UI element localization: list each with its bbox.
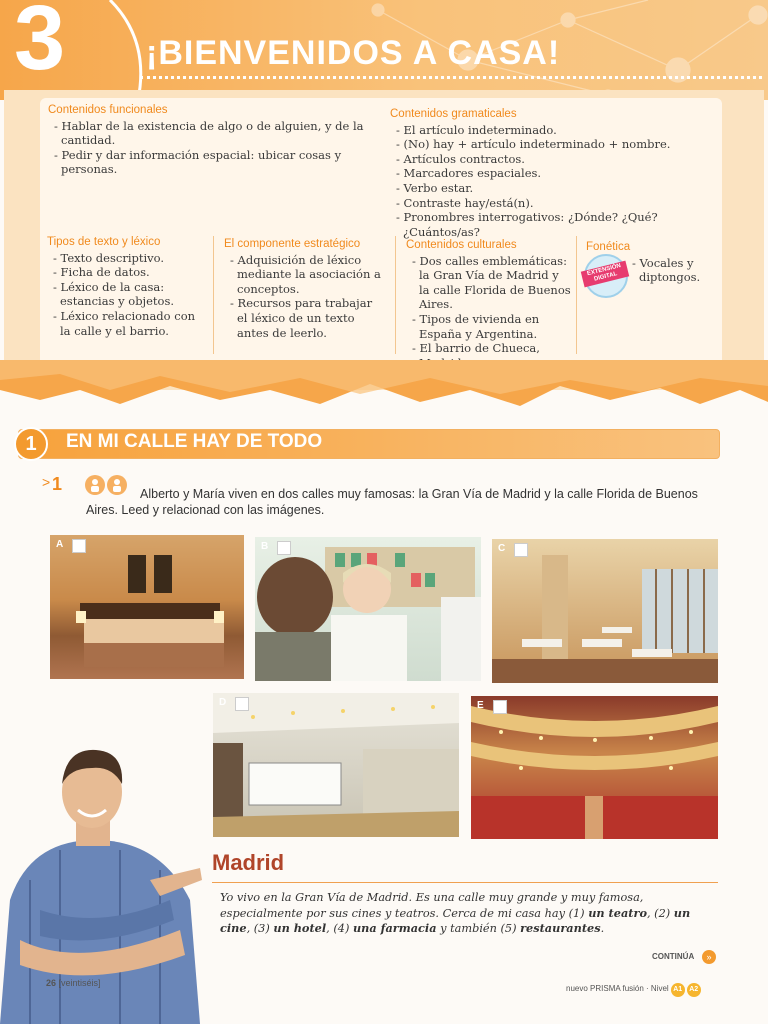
list-item: - Dos calles emblemáticas: la Gran Vía de Madrid y la calle Florida de Buenos Aires. <box>412 253 571 312</box>
photo-label: E <box>477 700 484 711</box>
list-item: - Hablar de la existencia de algo o de alguien, y de la cantidad. <box>54 118 364 148</box>
continue-arrow-icon[interactable]: » <box>702 950 716 964</box>
audio-arrow-icon: > <box>42 474 51 490</box>
list-item: - (No) hay + artículo indeterminado + nombre. <box>396 137 671 152</box>
contents-tipos <box>47 235 207 338</box>
contents-gramaticales <box>390 107 720 239</box>
heading: Fonética <box>586 241 631 253</box>
footer-brand: nuevo PRISMA fusión · Nivel A1 A2 <box>566 983 701 997</box>
divider <box>213 236 214 354</box>
contents-estrategico <box>224 237 384 340</box>
list-item: - Léxico de la casa: estancias y objetos. <box>53 279 175 309</box>
photo-e-theatre <box>471 696 718 839</box>
photo-a-bedroom <box>50 535 244 679</box>
list-item: - Adquisición de léxico mediante la asociación a conceptos. <box>230 252 381 296</box>
list-item: - El barrio de Chueca, <box>412 341 540 356</box>
exercise-number: 1 <box>52 474 63 494</box>
heading: Tipos de texto y léxico <box>47 236 161 248</box>
list-item: - Artículos contractos. <box>396 151 525 166</box>
torn-edge-decoration <box>0 360 768 410</box>
reading-rule <box>212 882 718 883</box>
contents-culturales <box>406 238 572 370</box>
list-item: - Marcadores espaciales. <box>396 166 542 181</box>
exercise-instruction: Alberto y María viven en dos calles muy famosas: la Gran Vía de Madrid y la calle Florida de Buenos Aires. Leed y relacionad con las imágenes. <box>86 487 698 517</box>
photo-c-restaurant <box>492 539 718 683</box>
divider <box>395 236 396 354</box>
list-item: - Pronombres interrogativos: ¿Dónde? ¿Qué? ¿Cuántos/as? <box>396 210 658 239</box>
list-item: - Contraste hay/está(n). <box>396 195 534 210</box>
level-a2-badge: A2 <box>687 983 701 997</box>
answer-box[interactable] <box>514 543 528 557</box>
digital-extension-badge[interactable] <box>584 254 628 298</box>
unit-banner <box>0 0 768 100</box>
list-item: - Vocales y diptongos. <box>632 255 701 285</box>
photo-label: C <box>498 543 506 554</box>
reading-text: Yo vivo en la Gran Vía de Madrid. Es una calle muy grande y muy famosa, especialmente por sus cines y teatros. Cerca de mi casa hay (1) un teatro, (2) un cine, (3) un hotel, (4) una farmacia y también (5) restaurantes. <box>220 891 691 935</box>
unit-number: 3 <box>14 0 66 89</box>
answer-box[interactable] <box>277 541 291 555</box>
badge-label: EXTENSIÓN DIGITAL <box>581 261 630 288</box>
unit-title: ¡BIENVENIDOS A CASA! <box>146 34 561 72</box>
bedroom-illustration <box>50 535 244 679</box>
list-item: - Verbo estar. <box>396 180 474 195</box>
answer-box[interactable] <box>72 539 86 553</box>
list-item: - Recursos para trabajar el léxico de un texto antes de leerlo. <box>230 296 373 340</box>
answer-box[interactable] <box>235 697 249 711</box>
level-a1-badge: A1 <box>671 983 685 997</box>
continue-label[interactable]: CONTINÚA <box>652 952 695 961</box>
dotted-rule <box>140 76 762 79</box>
list-item: - Texto descriptivo. <box>53 250 165 265</box>
list-item: - Tipos de vivienda en España y Argentina. <box>412 311 540 341</box>
reading-title: Madrid <box>212 850 285 875</box>
contents-funcionales <box>48 103 368 177</box>
heading: Contenidos gramaticales <box>390 108 517 120</box>
cinema-illustration <box>213 693 459 837</box>
photo-label: D <box>219 697 227 708</box>
heading: El componente estratégico <box>224 238 361 250</box>
section-title: EN MI CALLE HAY DE TODO <box>66 431 323 452</box>
photo-d-cinema <box>213 693 459 837</box>
restaurant-illustration <box>492 539 718 683</box>
list-item: - Léxico relacionado con la calle y el barrio. <box>53 308 196 338</box>
list-item: - El artículo indeterminado. <box>396 122 557 137</box>
heading: Contenidos culturales <box>406 239 517 251</box>
photo-label: B <box>261 541 269 552</box>
answer-box[interactable] <box>493 700 507 714</box>
photo-label: A <box>56 539 64 550</box>
list-item: - Pedir y dar información espacial: ubicar cosas y personas. <box>54 147 342 177</box>
theatre-illustration <box>471 696 718 839</box>
section-number: 1 <box>14 427 48 461</box>
alberto-illustration <box>0 740 210 1024</box>
page-number: 26 [veintiséis] <box>46 978 101 988</box>
divider <box>576 236 577 354</box>
photo-b-pharmacy <box>255 537 481 681</box>
pharmacy-illustration <box>255 537 481 681</box>
heading: Contenidos funcionales <box>48 104 168 116</box>
list-item: - Ficha de datos. <box>53 265 150 280</box>
